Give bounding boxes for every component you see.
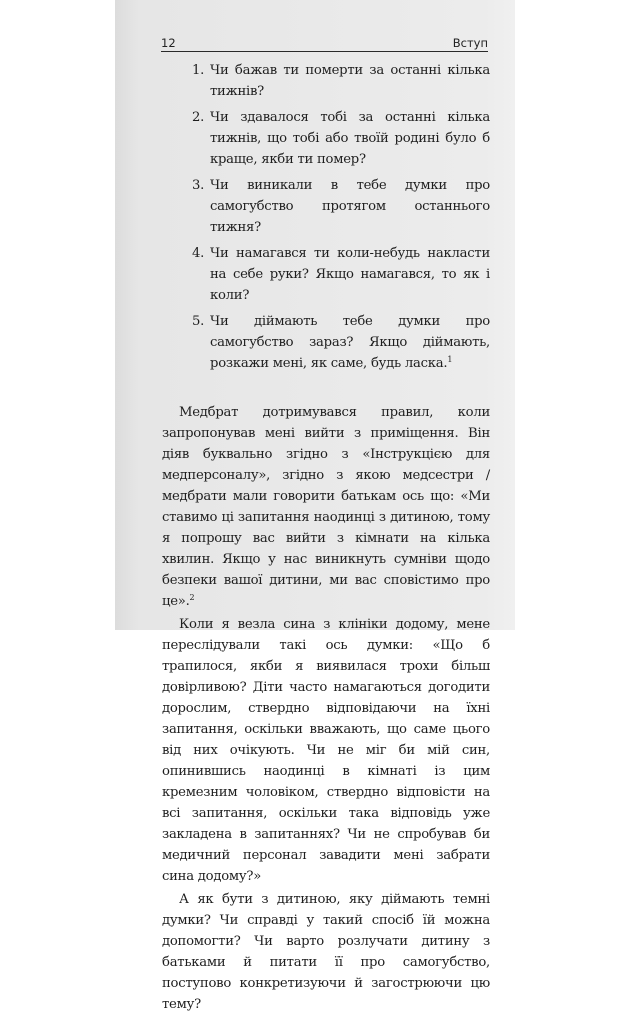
running-head xyxy=(161,34,488,52)
page-content xyxy=(162,60,490,1015)
body-paragraph xyxy=(162,889,490,1015)
paragraph-text: Коли я везла сина з клініки додому, мене переслідували такі ось думки: «Що б трапилося, якби я виявилася трохи більш довірливою? Діти часто намагаються догодити дорослим, ствердно відповідаючи на їхні запитання, оскільки вважають, що саме цього від них очікують. Чи не міг би мій син, опинившись наодинці в кімнаті із цим кремезним чоловіком, ствердно відповісти на всі запитання, оскільки така відповідь уже закладена в запитаннях? Чи не спробував би медичний персонал завадити мені забрати сина додому?» xyxy=(162,617,490,884)
question-number: 2. xyxy=(192,110,205,125)
question-text: Чи намагався ти коли-небудь накласти на себе руки? Якщо намагався, то як і коли? xyxy=(210,246,490,303)
question-text: Чи здавалося тобі за останні кілька тижнів, що тобі або твоїй родині було б краще, якби ти помер? xyxy=(210,110,490,167)
footnote-ref[interactable]: 1 xyxy=(447,355,453,364)
footnote-ref[interactable]: 2 xyxy=(189,593,195,602)
body-paragraph xyxy=(162,614,490,887)
paragraph-text: А як бути з дитиною, яку діймають темні думки? Чи справді у такий спосіб їй можна допомогти? Чи варто розлучати дитину з батьками й питати її про самогубство, поступово конкретизуючи й загострюючи цю тему? xyxy=(162,892,490,1012)
question-number: 4. xyxy=(192,246,205,261)
question-number: 5. xyxy=(192,314,205,329)
question-item xyxy=(162,311,490,374)
question-item xyxy=(162,243,490,306)
page-number: 12 xyxy=(161,36,176,50)
paragraph-text: Медбрат дотримувався правил, коли запропонував мені вийти з приміщення. Він діяв буквально згідно з «Інструкцією для медперсоналу», згідно з якою медсестри / медбрати мали говорити батькам ось що: «Ми ставимо ці запитання наодинці з дитиною, тому я попрошу вас вийти з кімнати на кілька хвилин. Якщо у нас виникнуть сумніви щодо безпеки вашої дитини, ми вас сповістимо про це». xyxy=(162,405,490,609)
question-item xyxy=(162,107,490,170)
question-text: Чи бажав ти померти за останні кілька тижнів? xyxy=(210,63,490,99)
body-paragraph xyxy=(162,402,490,612)
question-number: 1. xyxy=(192,63,205,78)
question-list xyxy=(162,60,490,374)
question-item xyxy=(162,175,490,238)
book-page xyxy=(115,0,515,1012)
question-text: Чи діймають тебе думки про самогубство зараз? Якщо діймають, розкажи мені, як саме, будь ласка. xyxy=(210,314,490,371)
question-number: 3. xyxy=(192,178,205,193)
section-title: Вступ xyxy=(452,36,488,50)
question-item xyxy=(162,60,490,102)
question-text: Чи виникали в тебе думки про самогубство протягом останнього тижня? xyxy=(210,178,490,235)
